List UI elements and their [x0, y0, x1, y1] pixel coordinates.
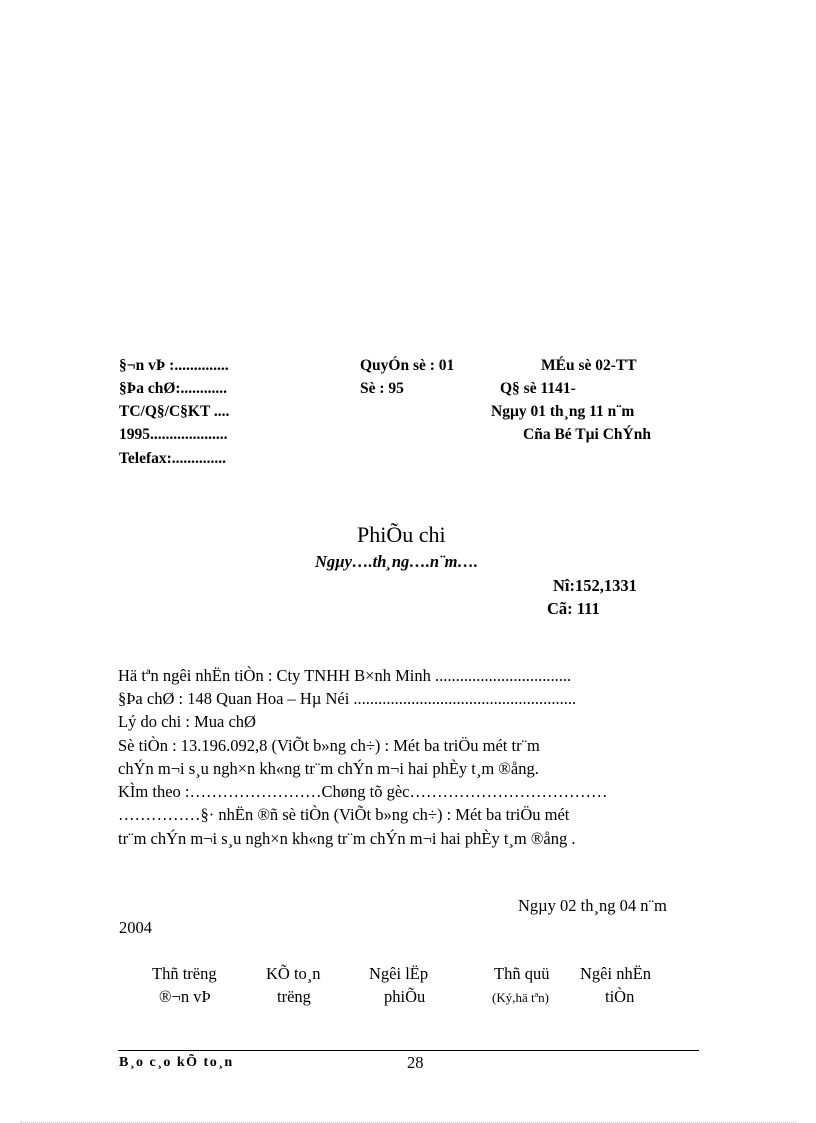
signature-cashier-line2: (Ký,hä tªn) — [492, 990, 550, 1005]
book-number: QuyÓn sè : 01 — [360, 357, 455, 374]
signature-recipient-line2: tiÒn — [605, 987, 635, 1006]
decision-number: Q§ sè 1141- — [500, 380, 576, 397]
document-title: PhiÕu chi — [357, 522, 446, 547]
year-line: 1995.................... — [119, 426, 228, 443]
signature-preparer: Ngêi lËp — [369, 964, 429, 983]
address-field: §Þa chØ:............ — [119, 380, 228, 397]
debit-account: Nî:152,1331 — [553, 576, 637, 595]
signature-director-line2: ®¬n vÞ — [159, 987, 211, 1006]
unit-field: §¬n vÞ :.............. — [119, 357, 229, 374]
form-number: MÉu sè 02-TT — [541, 357, 637, 374]
signature-chief-accountant: KÕ to¸n — [266, 964, 321, 983]
decision-date: Ngµy 01 th¸ng 11 n¨m — [491, 403, 635, 420]
signature-recipient: Ngêi nhËn — [580, 964, 652, 983]
received-amount-words: tr¨m chÝn m¬i s¸u ngh×n kh«ng tr¨m chÝn m¬i hai phÈy t¸m ®ång . — [118, 829, 576, 848]
voucher-number: Sè : 95 — [360, 380, 404, 397]
recipient-name: Hä tªn ngêi nhËn tiÒn : Cty TNHH B×nh Minh ................................. — [118, 666, 572, 685]
ministry: Cña Bé Tµi ChÝnh — [523, 426, 651, 443]
signature-chief-accountant-line2: trëng — [277, 987, 311, 1006]
amount-words: chÝn m¬i s¸u ngh×n kh«ng tr¨m chÝn m¬i hai phÈy t¸m ®ång. — [118, 759, 539, 778]
attachments: KÌm theo :……………………Chøng tõ gèc……………………………… — [118, 782, 608, 801]
signed-date: Ngµy 02 th¸ng 04 n¨m — [518, 896, 667, 915]
footer-title: B¸o c¸o kÕ to¸n — [119, 1055, 234, 1070]
decision-code: TC/Q§/C§KT .... — [119, 403, 230, 420]
signed-year: 2004 — [119, 918, 152, 937]
signature-preparer-line2: phiÕu — [384, 987, 426, 1006]
credit-account: Cã: 111 — [547, 599, 600, 618]
fax-field: Telefax:.............. — [119, 450, 227, 467]
footer-divider — [118, 1050, 699, 1051]
received-amount: ……………§· nhËn ®ñ sè tiÒn (ViÕt b»ng ch÷) : Mét ba triÖu mét — [118, 805, 570, 824]
recipient-address: §Þa chØ : 148 Quan Hoa – Hµ Néi ...................................................... — [118, 689, 577, 708]
amount: Sè tiÒn : 13.196.092,8 (ViÕt b»ng ch÷) : Mét ba triÖu mét tr¨m — [118, 736, 540, 755]
signature-director: Thñ trëng — [152, 964, 217, 983]
reason: Lý do chi : Mua chØ — [118, 712, 256, 731]
signature-cashier: Thñ quü — [494, 964, 550, 983]
date-line: Ngµy….th¸ng….n¨m…. — [315, 552, 479, 571]
page-number: 28 — [407, 1053, 424, 1072]
